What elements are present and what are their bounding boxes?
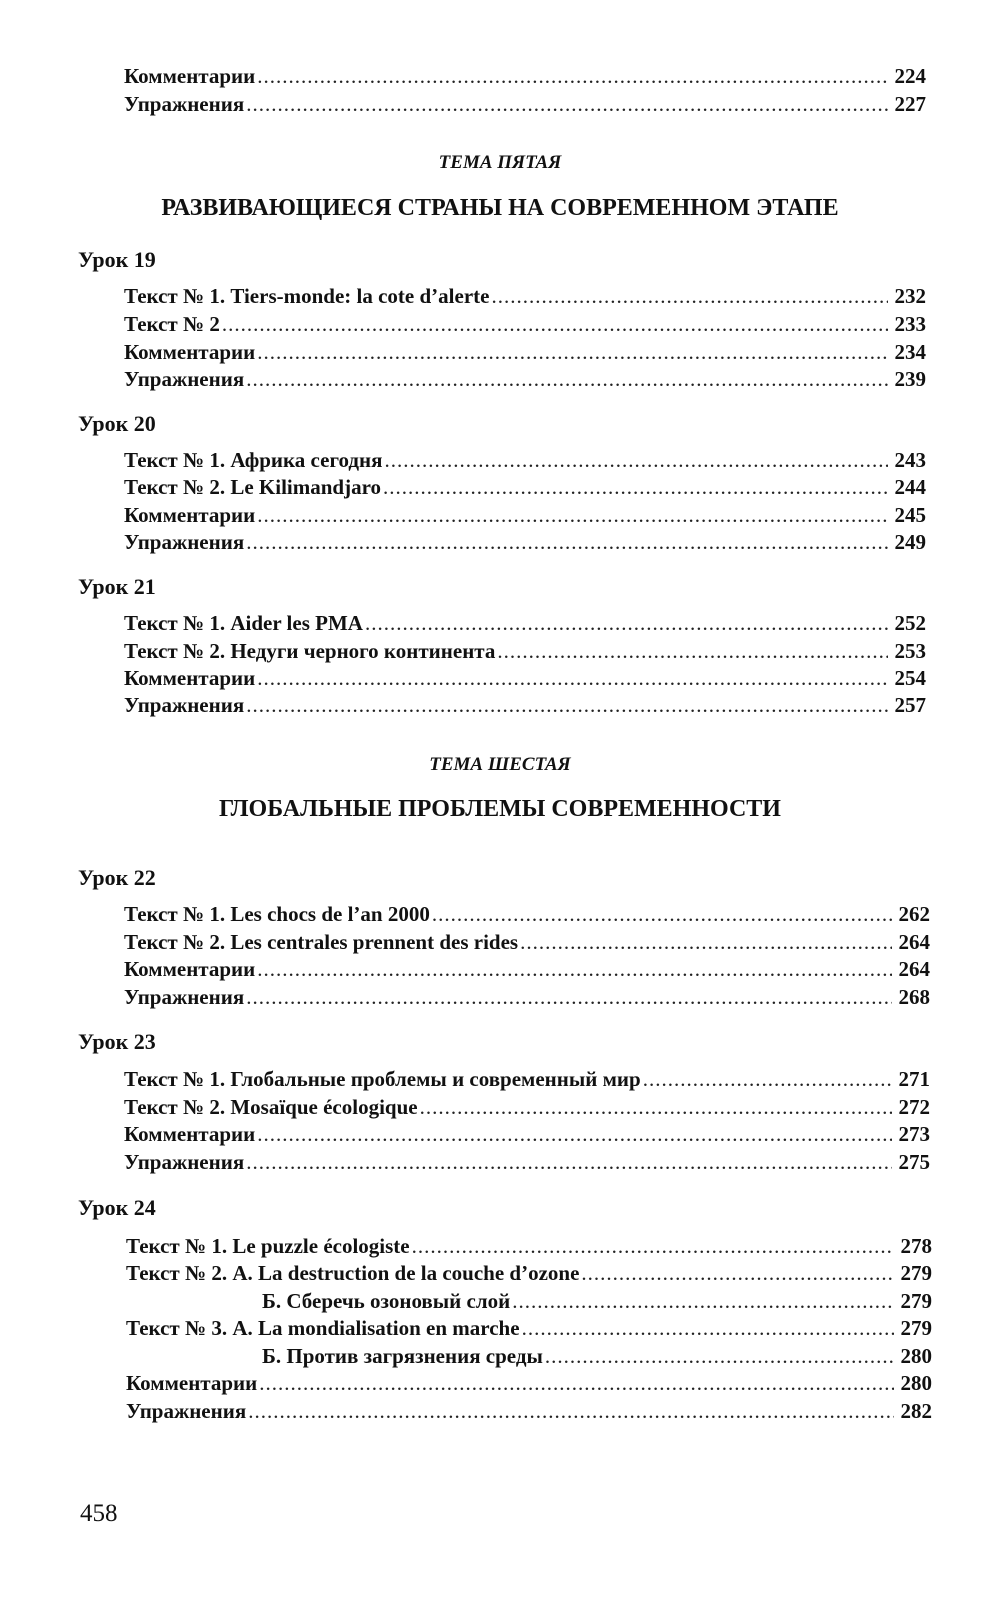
leader-dots bbox=[246, 89, 888, 119]
toc-entry bbox=[124, 472, 926, 502]
leader-dots bbox=[257, 1119, 892, 1149]
toc-entry bbox=[124, 281, 926, 311]
leader-dots bbox=[257, 337, 888, 367]
toc-entry bbox=[126, 1313, 932, 1343]
entry-page: 257 bbox=[894, 693, 926, 717]
entry-page: 271 bbox=[898, 1067, 930, 1091]
toc-entry bbox=[124, 1092, 930, 1122]
toc-entry bbox=[124, 364, 926, 394]
entry-label: Текст № 2 bbox=[124, 312, 220, 336]
toc-entry bbox=[126, 1368, 932, 1398]
leader-dots bbox=[383, 472, 888, 502]
toc-entry bbox=[126, 1231, 932, 1261]
entry-label: Текст № 1. Африка сегодня bbox=[124, 448, 383, 472]
entry-page: 268 bbox=[898, 985, 930, 1009]
entry-label: Текст № 3. А. La mondialisation en marche bbox=[126, 1316, 520, 1340]
toc-entry bbox=[126, 1396, 932, 1426]
entry-label: Упражнения bbox=[124, 530, 245, 554]
leader-dots bbox=[248, 1396, 894, 1426]
toc-entry bbox=[124, 337, 926, 367]
entry-page: 254 bbox=[894, 666, 926, 690]
leader-dots bbox=[520, 927, 892, 957]
entry-label: Упражнения bbox=[124, 985, 245, 1009]
leader-dots bbox=[581, 1258, 894, 1288]
entry-page: 239 bbox=[894, 367, 926, 391]
entry-page: 280 bbox=[900, 1371, 932, 1395]
entry-page: 227 bbox=[894, 92, 926, 116]
leader-dots bbox=[246, 690, 888, 720]
entry-label: Упражнения bbox=[124, 367, 245, 391]
entry-label: Текст № 2. Mosaïque écologique bbox=[124, 1095, 418, 1119]
toc-entry bbox=[124, 500, 926, 530]
entry-label: Комментарии bbox=[124, 666, 256, 690]
leader-dots bbox=[512, 1286, 894, 1316]
toc-entry bbox=[124, 608, 926, 638]
toc-entry bbox=[124, 982, 930, 1012]
entry-label: Комментарии bbox=[124, 503, 256, 527]
leader-dots bbox=[246, 527, 888, 557]
entry-page: 234 bbox=[894, 340, 926, 364]
toc-entry bbox=[126, 1341, 932, 1371]
entry-page: 252 bbox=[894, 611, 926, 635]
leader-dots bbox=[384, 445, 888, 475]
entry-label: Упражнения bbox=[124, 1150, 245, 1174]
lesson-heading: Урок 24 bbox=[78, 1195, 156, 1220]
entry-label: Комментарии bbox=[124, 64, 256, 88]
leader-dots bbox=[246, 1147, 892, 1177]
entry-page: 278 bbox=[900, 1234, 932, 1258]
theme-title: ГЛОБАЛЬНЫЕ ПРОБЛЕМЫ СОВРЕМЕННОСТИ bbox=[219, 796, 781, 822]
entry-page: 279 bbox=[900, 1289, 932, 1313]
leader-dots bbox=[497, 636, 888, 666]
lesson-heading: Урок 20 bbox=[78, 411, 156, 436]
toc-entry bbox=[124, 954, 930, 984]
toc-entry bbox=[124, 663, 926, 693]
entry-label: Текст № 1. Глобальные проблемы и современный мир bbox=[124, 1067, 641, 1091]
toc-entry bbox=[124, 899, 930, 929]
entry-page: 232 bbox=[894, 284, 926, 308]
toc-entry bbox=[124, 61, 926, 91]
toc-entry bbox=[124, 1064, 930, 1094]
toc-entry bbox=[124, 445, 926, 475]
toc-entry bbox=[124, 527, 926, 557]
entry-page: 264 bbox=[898, 930, 930, 954]
toc-entry bbox=[124, 1119, 930, 1149]
page-number: 458 bbox=[80, 1500, 118, 1527]
theme-label: ТЕМА ШЕСТАЯ bbox=[429, 754, 571, 775]
entry-page: 262 bbox=[898, 902, 930, 926]
leader-dots bbox=[257, 61, 888, 91]
entry-label: Комментарии bbox=[124, 1122, 256, 1146]
entry-label: Текст № 1. Le puzzle écologiste bbox=[126, 1234, 410, 1258]
entry-page: 243 bbox=[894, 448, 926, 472]
leader-dots bbox=[365, 608, 888, 638]
entry-page: 282 bbox=[900, 1399, 932, 1423]
entry-label: Комментарии bbox=[124, 957, 256, 981]
leader-dots bbox=[257, 954, 892, 984]
entry-label: Упражнения bbox=[124, 693, 245, 717]
entry-label: Упражнения bbox=[124, 92, 245, 116]
lesson-heading: Урок 23 bbox=[78, 1029, 156, 1054]
entry-label: Комментарии bbox=[126, 1371, 258, 1395]
leader-dots bbox=[259, 1368, 894, 1398]
leader-dots bbox=[491, 281, 888, 311]
leader-dots bbox=[545, 1341, 894, 1371]
entry-page: 245 bbox=[894, 503, 926, 527]
entry-page: 264 bbox=[898, 957, 930, 981]
entry-page: 279 bbox=[900, 1316, 932, 1340]
leader-dots bbox=[257, 663, 888, 693]
entry-page: 224 bbox=[894, 64, 926, 88]
theme-label: ТЕМА ПЯТАЯ bbox=[438, 152, 562, 173]
entry-label: Комментарии bbox=[124, 340, 256, 364]
entry-page: 275 bbox=[898, 1150, 930, 1174]
entry-label: Б. Сберечь озоновый слой bbox=[262, 1289, 511, 1313]
toc-entry bbox=[124, 1147, 930, 1177]
entry-page: 233 bbox=[894, 312, 926, 336]
leader-dots bbox=[222, 309, 888, 339]
entry-label: Текст № 2. А. La destruction de la couche d’ozone bbox=[126, 1261, 580, 1285]
toc-entry bbox=[124, 927, 930, 957]
leader-dots bbox=[246, 364, 888, 394]
leader-dots bbox=[643, 1064, 892, 1094]
entry-page: 249 bbox=[894, 530, 926, 554]
entry-page: 279 bbox=[900, 1261, 932, 1285]
lesson-heading: Урок 21 bbox=[78, 574, 156, 599]
toc-entry bbox=[124, 690, 926, 720]
entry-label: Текст № 2. Le Kilimandjaro bbox=[124, 475, 382, 499]
toc-entry bbox=[126, 1286, 932, 1316]
leader-dots bbox=[246, 982, 892, 1012]
leader-dots bbox=[257, 500, 888, 530]
theme-title: РАЗВИВАЮЩИЕСЯ СТРАНЫ НА СОВРЕМЕННОМ ЭТАПЕ bbox=[161, 195, 839, 221]
entry-label: Текст № 1. Tiers-monde: la cote d’alerte bbox=[124, 284, 490, 308]
toc-entry bbox=[124, 636, 926, 666]
entry-page: 244 bbox=[894, 475, 926, 499]
entry-label: Упражнения bbox=[126, 1399, 247, 1423]
leader-dots bbox=[420, 1092, 892, 1122]
toc-entry bbox=[124, 309, 926, 339]
toc-entry bbox=[126, 1258, 932, 1288]
lesson-heading: Урок 19 bbox=[78, 247, 156, 272]
leader-dots bbox=[522, 1313, 894, 1343]
lesson-heading: Урок 22 bbox=[78, 865, 156, 890]
entry-page: 280 bbox=[900, 1344, 932, 1368]
entry-page: 273 bbox=[898, 1122, 930, 1146]
leader-dots bbox=[412, 1231, 894, 1261]
entry-page: 253 bbox=[894, 639, 926, 663]
entry-page: 272 bbox=[898, 1095, 930, 1119]
entry-label: Текст № 2. Les centrales prennent des rides bbox=[124, 930, 519, 954]
entry-label: Б. Против загрязнения среды bbox=[262, 1344, 543, 1368]
entry-label: Текст № 1. Les chocs de l’an 2000 bbox=[124, 902, 430, 926]
entry-label: Текст № 1. Aider les PMA bbox=[124, 611, 363, 635]
entry-label: Текст № 2. Недуги черного континента bbox=[124, 639, 496, 663]
leader-dots bbox=[432, 899, 892, 929]
toc-entry bbox=[124, 89, 926, 119]
